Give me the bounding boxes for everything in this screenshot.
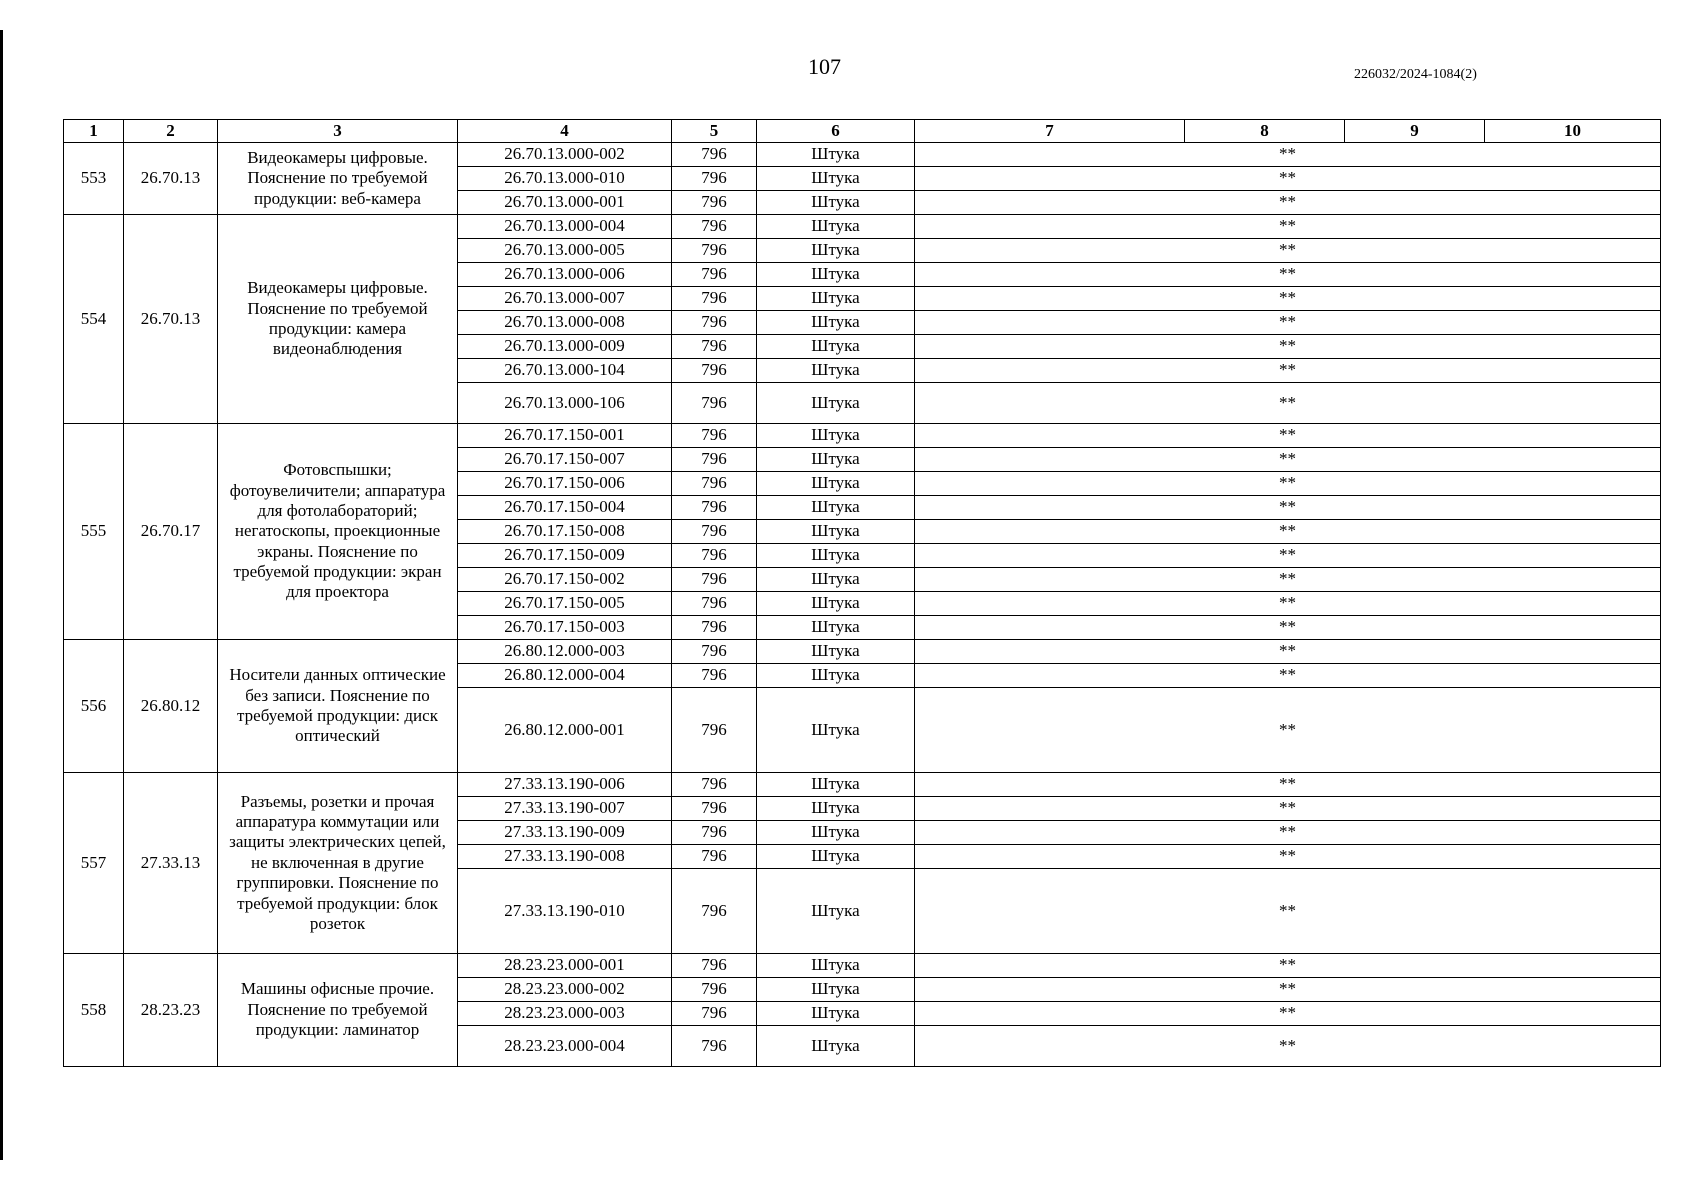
merged-columns-cell: ** [915, 592, 1661, 616]
okei-code-cell: 796 [672, 773, 757, 797]
merged-columns-cell: ** [915, 664, 1661, 688]
okei-code-cell: 796 [672, 143, 757, 167]
item-number-cell: 553 [64, 143, 124, 215]
ktru-code-cell: 26.70.13.000-010 [458, 167, 672, 191]
ktru-code-cell: 26.70.17.150-006 [458, 472, 672, 496]
okei-code-cell: 796 [672, 845, 757, 869]
okei-code-cell: 796 [672, 821, 757, 845]
unit-cell: Штука [757, 335, 915, 359]
unit-cell: Штука [757, 568, 915, 592]
merged-columns-cell: ** [915, 821, 1661, 845]
page-number: 107 [808, 54, 841, 79]
okei-code-cell: 796 [672, 978, 757, 1002]
unit-cell: Штука [757, 797, 915, 821]
ktru-code-cell: 26.70.17.150-005 [458, 592, 672, 616]
merged-columns-cell: ** [915, 448, 1661, 472]
merged-columns-cell: ** [915, 287, 1661, 311]
column-header: 2 [124, 120, 218, 143]
table-row [64, 215, 1661, 239]
okei-code-cell: 796 [672, 797, 757, 821]
unit-cell: Штука [757, 821, 915, 845]
description-cell: Видеокамеры цифровые. Пояснение по требуемой продукции: веб-камера [218, 143, 458, 215]
merged-columns-cell: ** [915, 1002, 1661, 1026]
column-header: 5 [672, 120, 757, 143]
column-header: 9 [1345, 120, 1485, 143]
ktru-code-cell: 26.70.13.000-106 [458, 383, 672, 424]
okei-code-cell: 796 [672, 215, 757, 239]
table-row [64, 143, 1661, 167]
merged-columns-cell: ** [915, 167, 1661, 191]
merged-columns-cell: ** [915, 383, 1661, 424]
okei-code-cell: 796 [672, 287, 757, 311]
ktru-code-cell: 26.70.13.000-002 [458, 143, 672, 167]
table-row [64, 773, 1661, 797]
unit-cell: Штука [757, 664, 915, 688]
ktru-code-cell: 26.70.13.000-007 [458, 287, 672, 311]
okpd-code-cell: 26.70.13 [124, 215, 218, 424]
unit-cell: Штука [757, 773, 915, 797]
ktru-code-cell: 26.70.17.150-001 [458, 424, 672, 448]
okpd-code-cell: 28.23.23 [124, 954, 218, 1067]
ktru-code-cell: 27.33.13.190-009 [458, 821, 672, 845]
okei-code-cell: 796 [672, 640, 757, 664]
ktru-code-cell: 28.23.23.000-001 [458, 954, 672, 978]
unit-cell: Штука [757, 845, 915, 869]
merged-columns-cell: ** [915, 869, 1661, 954]
merged-columns-cell: ** [915, 335, 1661, 359]
item-number-cell: 557 [64, 773, 124, 954]
unit-cell: Штука [757, 640, 915, 664]
okei-code-cell: 796 [672, 359, 757, 383]
unit-cell: Штука [757, 239, 915, 263]
merged-columns-cell: ** [915, 640, 1661, 664]
merged-columns-cell: ** [915, 143, 1661, 167]
merged-columns-cell: ** [915, 424, 1661, 448]
ktru-code-cell: 27.33.13.190-008 [458, 845, 672, 869]
document-id: 226032/2024-1084(2) [1354, 67, 1477, 82]
merged-columns-cell: ** [915, 472, 1661, 496]
unit-cell: Штука [757, 448, 915, 472]
table-row [64, 640, 1661, 664]
column-header: 6 [757, 120, 915, 143]
item-number-cell: 555 [64, 424, 124, 640]
merged-columns-cell: ** [915, 797, 1661, 821]
merged-columns-cell: ** [915, 773, 1661, 797]
ktru-code-cell: 26.80.12.000-003 [458, 640, 672, 664]
merged-columns-cell: ** [915, 496, 1661, 520]
ktru-code-cell: 26.70.13.000-001 [458, 191, 672, 215]
ktru-code-cell: 26.70.13.000-005 [458, 239, 672, 263]
okei-code-cell: 796 [672, 664, 757, 688]
merged-columns-cell: ** [915, 359, 1661, 383]
unit-cell: Штука [757, 472, 915, 496]
ktru-code-cell: 28.23.23.000-004 [458, 1026, 672, 1067]
table-body [64, 143, 1661, 1067]
unit-cell: Штука [757, 869, 915, 954]
column-header: 1 [64, 120, 124, 143]
ktru-code-cell: 26.70.17.150-008 [458, 520, 672, 544]
merged-columns-cell: ** [915, 239, 1661, 263]
unit-cell: Штука [757, 263, 915, 287]
ktru-code-cell: 26.70.17.150-003 [458, 616, 672, 640]
unit-cell: Штука [757, 215, 915, 239]
ktru-code-cell: 26.70.13.000-004 [458, 215, 672, 239]
okei-code-cell: 796 [672, 424, 757, 448]
unit-cell: Штука [757, 167, 915, 191]
unit-cell: Штука [757, 424, 915, 448]
okei-code-cell: 796 [672, 239, 757, 263]
unit-cell: Штука [757, 978, 915, 1002]
unit-cell: Штука [757, 520, 915, 544]
ktru-code-cell: 26.70.13.000-006 [458, 263, 672, 287]
okei-code-cell: 796 [672, 496, 757, 520]
ktru-code-cell: 28.23.23.000-003 [458, 1002, 672, 1026]
merged-columns-cell: ** [915, 845, 1661, 869]
ktru-code-cell: 26.70.13.000-104 [458, 359, 672, 383]
ktru-code-cell: 27.33.13.190-006 [458, 773, 672, 797]
table-row [64, 424, 1661, 448]
header-row [64, 120, 1661, 143]
unit-cell: Штука [757, 954, 915, 978]
merged-columns-cell: ** [915, 954, 1661, 978]
merged-columns-cell: ** [915, 215, 1661, 239]
column-header: 3 [218, 120, 458, 143]
okei-code-cell: 796 [672, 448, 757, 472]
description-cell: Разъемы, розетки и прочая аппаратура коммутации или защиты электрических цепей, не включенная в другие группировки. Пояснение по требуемой продукции: блок розеток [218, 773, 458, 954]
ktru-code-cell: 26.80.12.000-004 [458, 664, 672, 688]
unit-cell: Штука [757, 359, 915, 383]
merged-columns-cell: ** [915, 568, 1661, 592]
okei-code-cell: 796 [672, 869, 757, 954]
unit-cell: Штука [757, 688, 915, 773]
okei-code-cell: 796 [672, 311, 757, 335]
description-cell: Носители данных оптические без записи. Пояснение по требуемой продукции: диск оптический [218, 640, 458, 773]
description-cell: Машины офисные прочие. Пояснение по требуемой продукции: ламинатор [218, 954, 458, 1067]
unit-cell: Штука [757, 544, 915, 568]
merged-columns-cell: ** [915, 191, 1661, 215]
item-number-cell: 554 [64, 215, 124, 424]
description-cell: Фотовспышки; фотоувеличители; аппаратура для фотолабораторий; негатоскопы, проекционные экраны. Пояснение по требуемой продукции: экран для проектора [218, 424, 458, 640]
okpd-code-cell: 26.80.12 [124, 640, 218, 773]
unit-cell: Штука [757, 311, 915, 335]
okei-code-cell: 796 [672, 1026, 757, 1067]
product-table [63, 119, 1661, 1067]
okei-code-cell: 796 [672, 616, 757, 640]
ktru-code-cell: 27.33.13.190-010 [458, 869, 672, 954]
item-number-cell: 558 [64, 954, 124, 1067]
unit-cell: Штука [757, 143, 915, 167]
ktru-code-cell: 26.70.13.000-008 [458, 311, 672, 335]
okei-code-cell: 796 [672, 1002, 757, 1026]
okei-code-cell: 796 [672, 191, 757, 215]
okei-code-cell: 796 [672, 472, 757, 496]
okei-code-cell: 796 [672, 263, 757, 287]
scan-edge-line [0, 30, 3, 1160]
okei-code-cell: 796 [672, 335, 757, 359]
okei-code-cell: 796 [672, 592, 757, 616]
unit-cell: Штука [757, 1002, 915, 1026]
unit-cell: Штука [757, 616, 915, 640]
ktru-code-cell: 26.70.17.150-007 [458, 448, 672, 472]
merged-columns-cell: ** [915, 978, 1661, 1002]
ktru-code-cell: 26.70.17.150-009 [458, 544, 672, 568]
column-header: 10 [1485, 120, 1661, 143]
merged-columns-cell: ** [915, 616, 1661, 640]
ktru-code-cell: 26.70.17.150-004 [458, 496, 672, 520]
okei-code-cell: 796 [672, 520, 757, 544]
merged-columns-cell: ** [915, 263, 1661, 287]
okei-code-cell: 796 [672, 167, 757, 191]
okei-code-cell: 796 [672, 568, 757, 592]
column-header: 7 [915, 120, 1185, 143]
okpd-code-cell: 27.33.13 [124, 773, 218, 954]
unit-cell: Штука [757, 287, 915, 311]
ktru-code-cell: 27.33.13.190-007 [458, 797, 672, 821]
merged-columns-cell: ** [915, 1026, 1661, 1067]
description-cell: Видеокамеры цифровые. Пояснение по требуемой продукции: камера видеонаблюдения [218, 215, 458, 424]
okpd-code-cell: 26.70.13 [124, 143, 218, 215]
item-number-cell: 556 [64, 640, 124, 773]
merged-columns-cell: ** [915, 520, 1661, 544]
ktru-code-cell: 26.70.13.000-009 [458, 335, 672, 359]
column-header: 8 [1185, 120, 1345, 143]
unit-cell: Штука [757, 592, 915, 616]
okei-code-cell: 796 [672, 954, 757, 978]
merged-columns-cell: ** [915, 311, 1661, 335]
merged-columns-cell: ** [915, 688, 1661, 773]
ktru-code-cell: 26.80.12.000-001 [458, 688, 672, 773]
okei-code-cell: 796 [672, 544, 757, 568]
unit-cell: Штука [757, 191, 915, 215]
okpd-code-cell: 26.70.17 [124, 424, 218, 640]
okei-code-cell: 796 [672, 383, 757, 424]
unit-cell: Штука [757, 383, 915, 424]
unit-cell: Штука [757, 1026, 915, 1067]
merged-columns-cell: ** [915, 544, 1661, 568]
unit-cell: Штука [757, 496, 915, 520]
ktru-code-cell: 28.23.23.000-002 [458, 978, 672, 1002]
ktru-code-cell: 26.70.17.150-002 [458, 568, 672, 592]
okei-code-cell: 796 [672, 688, 757, 773]
column-header: 4 [458, 120, 672, 143]
table-row [64, 954, 1661, 978]
